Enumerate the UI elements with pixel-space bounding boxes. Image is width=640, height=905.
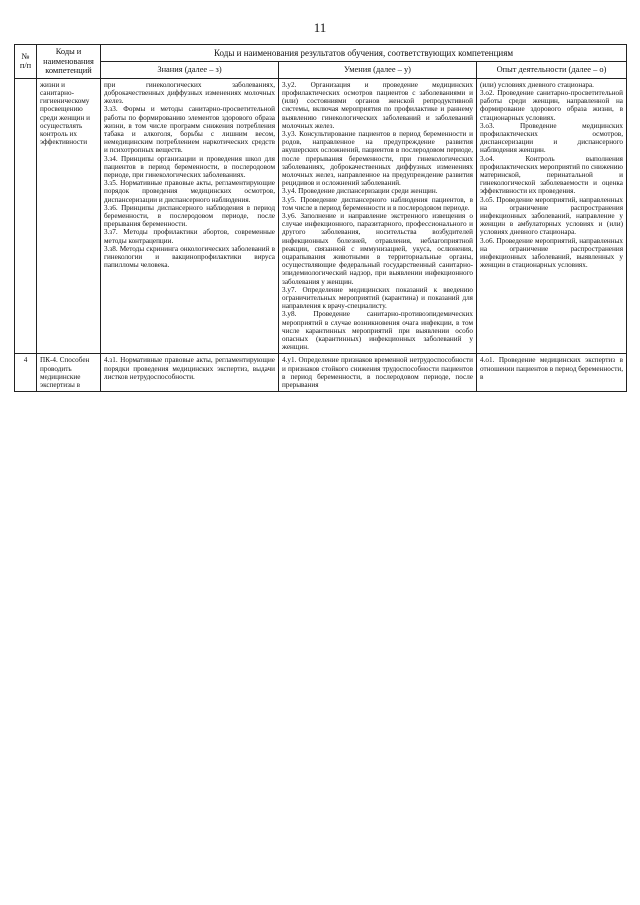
- table-row: [15, 78, 627, 354]
- page-number: 11: [313, 20, 327, 35]
- row-number: 4: [15, 354, 37, 392]
- knowledge-item: 3.з7. Методы профилактики абортов, современные методы контрацепции.: [104, 228, 275, 245]
- skill-item: 3.у2. Организация и проведение медицинских профилактических осмотров пациентов с заболеваниями и (или) состояниями органов женской репродуктивной системы, включая мероприятия по профилактике и раннему выявлению гинекологических заболеваний и заболеваний молочных желез.: [282, 80, 473, 130]
- experience-item: 3.о4. Контроль выполнения профилактических мероприятий по снижению материнской, перинатальной и гинекологической заболеваемости и оценка эффективности их проведения.: [480, 154, 623, 196]
- skill-item: 3.у7. Определение медицинских показаний к введению ограничительных мероприятий (карантина) и показаний для направления к врачу-специалисту.: [282, 285, 473, 311]
- knowledge-cell: [101, 354, 279, 392]
- header-learning-results: Коды и наименования результатов обучения, соответствующих компетенциям: [101, 45, 627, 62]
- knowledge-cell: [101, 78, 279, 354]
- knowledge-item: 3.з3. Формы и методы санитарно-просветительной работы по формированию элементов здорового образа жизни, в том числе программ снижения потребления табака и алкоголя, борьбы с лишним весом, немедицинским потреблением наркотических средств и психотропных веществ.: [104, 105, 275, 155]
- skill-item: 3.у6. Заполнение и направление экстренного извещения о случае инфекционного, паразитарного, профессионального и другого заболевания, носительства возбудителей инфекционных болезней, отравления, неблагоприятной реакции, связанной с иммунизацией, укуса, ослюнения, оцарапывания животными в территориальные органы, осуществляющие федеральный государственный санитарно-эпидемиологический надзор, при выявлении инфекционного заболевания у женщин.: [282, 211, 473, 286]
- skill-item: 4.у1. Определение признаков временной нетрудоспособности и признаков стойкого снижения трудоспособности пациентов в период беременности, в послеродовом периоде, после прерывания: [282, 356, 473, 390]
- skills-cell: [279, 354, 477, 392]
- header-competency-code: Коды и наименования компетенций: [37, 45, 101, 79]
- table-header-row-1: [15, 45, 627, 62]
- skill-item: 3.у5. Проведение диспансерного наблюдения пациентов, в том числе в период беременности и в послеродовом периоде.: [282, 195, 473, 212]
- competency-cell: ПК-4. Способен проводить медицинские экспертизы в: [37, 354, 101, 392]
- knowledge-item: 3.з4. Принципы организации и проведения школ для пациентов в период беременности, в послеродовом периоде, при гинекологических заболеваниях.: [104, 154, 275, 179]
- row-number: [15, 78, 37, 354]
- experience-item: 3.о6. Проведение мероприятий, направленных на ограничение распространения инфекционных заболеваний, выявленных у женщин в стационарных условиях.: [480, 236, 623, 270]
- table-header-row-2: [15, 62, 627, 79]
- header-skills: Умения (далее – у): [279, 62, 477, 79]
- skill-item: 3.у4. Проведение диспансеризации среди женщин.: [282, 187, 438, 196]
- table-row: [15, 354, 627, 392]
- knowledge-item: 3.з6. Принципы диспансерного наблюдения в период беременности, в послеродовом периоде, после прерывания беременности.: [104, 203, 275, 229]
- experience-item: 4.о1. Проведение медицинских экспертиз в отношении пациентов в период беременности, в: [480, 356, 623, 381]
- experience-item: 3.о5. Проведение мероприятий, направленных на ограничение распространения инфекционных заболеваний, направление у женщин в амбулаторных условиях и (или) условиях дневного стационара.: [480, 195, 623, 237]
- header-knowledge: Знания (далее – з): [101, 62, 279, 79]
- experience-item: (или) условиях дневного стационара.: [480, 80, 594, 89]
- skill-item: 3.у3. Консультирование пациентов в период беременности и родов, направленное на предупреждение развития акушерских осложнений, пациентов в послеродовом периоде, после прерывания беременности, при гинекологических заболеваниях, доброкачественных диффузных изменениях молочных желез, направленное на предупреждение развития рецидивов и осложнений заболеваний.: [282, 129, 473, 188]
- experience-cell: [477, 354, 627, 392]
- header-experience: Опыт деятельности (далее – о): [477, 62, 627, 79]
- competency-cell: жизни и санитарно-гигиеническому просвещению среди женщин и осуществлять контроль их эффективности: [37, 78, 101, 354]
- experience-item: 3.о3. Проведение медицинских профилактических осмотров, диспансеризации и диспансерного наблюдения женщин.: [480, 121, 623, 155]
- competencies-table: [14, 44, 627, 392]
- experience-cell: [477, 78, 627, 354]
- skill-item: 3.у8. Проведение санитарно-противоэпидемических мероприятий в случае возникновения очага инфекции, в том числе карантинных мероприятий при выявлении особо опасных (карантинных) инфекционных заболеваний у женщин.: [282, 310, 473, 352]
- experience-item: 3.о2. Проведение санитарно-просветительной работы среди женщин, направленной на формирование здорового образа жизни, в стационарных условиях.: [480, 88, 623, 122]
- skills-cell: [279, 78, 477, 354]
- header-number: № п/п: [15, 45, 37, 79]
- knowledge-item: 3.з8. Методы скрининга онкологических заболеваний в гинекологии и вакцинопрофилактики вируса папилломы человека.: [104, 244, 275, 270]
- knowledge-item: 3.з5. Нормативные правовые акты, регламентирующие порядок проведения медицинских осмотров, диспансеризации и диспансерного наблюдения.: [104, 179, 275, 204]
- knowledge-item: при гинекологических заболеваниях, доброкачественных диффузных изменениях молочных желез.: [104, 80, 275, 106]
- knowledge-item: 4.з1. Нормативные правовые акты, регламентирующие порядки проведения медицинских экспертиз, выдачи листков нетрудоспособности.: [104, 356, 275, 381]
